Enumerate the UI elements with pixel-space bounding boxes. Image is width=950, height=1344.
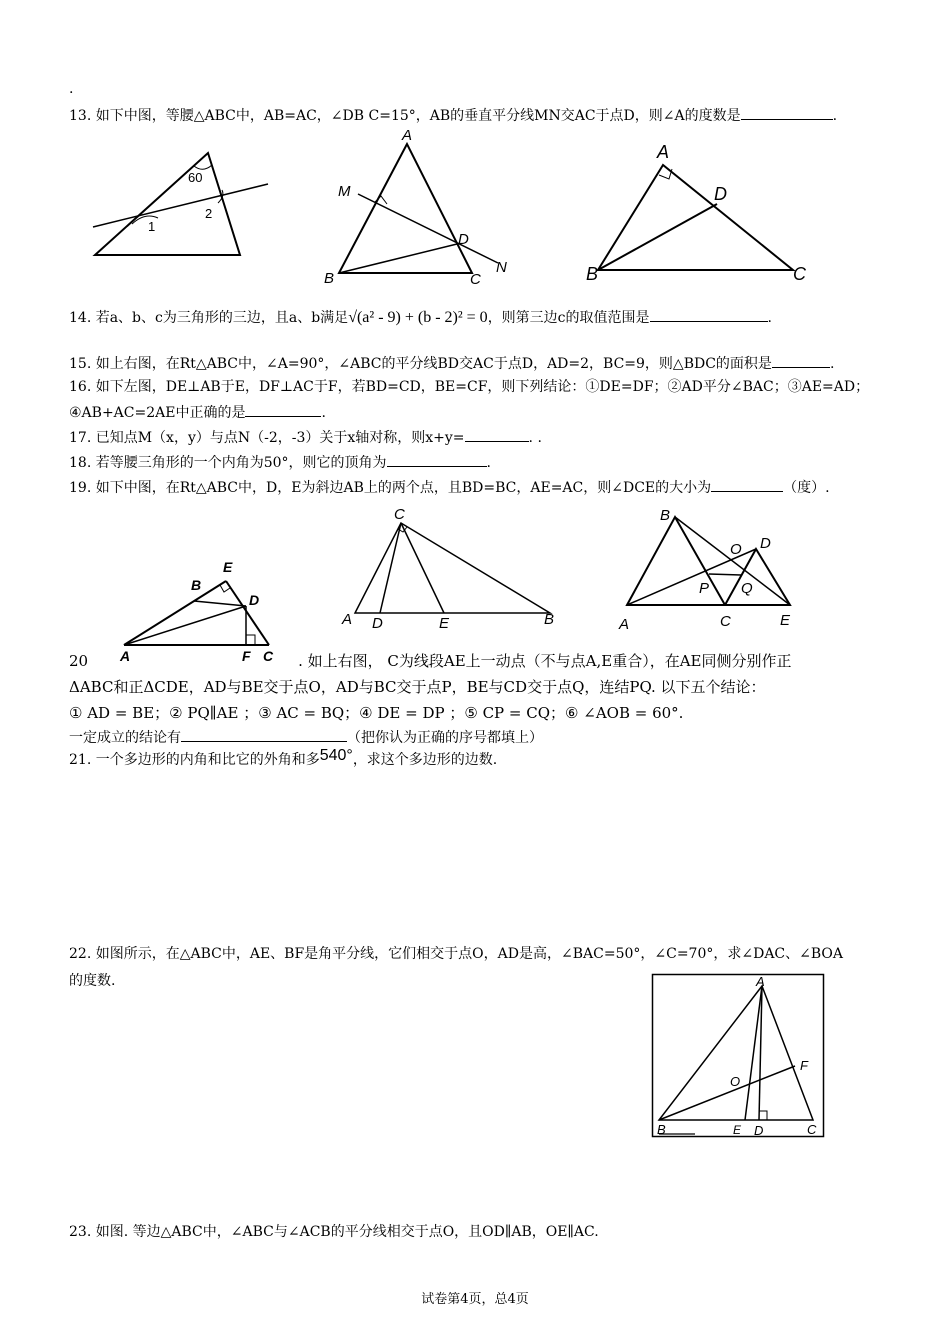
q19-answer-blank[interactable] [711,477,783,492]
fig7-label-O: O [730,1074,741,1089]
question-20-line3: ① AD = BE；② PQ∥AE ；③ AC = BQ；④ DE = DP ；⑤ CP = CQ；⑥ ∠AOB = 60°. [69,704,684,722]
fig6-label-E: E [780,612,791,629]
q21-value: 540° [319,747,353,764]
figure-equilateral-triangles [615,505,805,633]
q17-text: 17. 已知点M（x，y）与点N（-2，-3）关于x轴对称，则x+y= [69,430,465,446]
q15-answer-blank[interactable] [772,353,830,368]
q19-text: 19. 如下中图，在Rt△ABC中，D，E为斜边AB上的两个点，且BD=BC，AE=AC，则∠DCE的大小为 [69,480,712,496]
q19-end: （度）. [783,480,830,496]
question-23: 23. 如图. 等边△ABC中，∠ABC与∠ACB的平分线相交于点O，且OD∥AB，OE∥AC. [69,1224,599,1240]
fig5-label-C: C [394,506,405,523]
fig4-label-A: A [120,648,131,664]
q18-text: 18. 若等腰三角形的一个内角为50°，则它的顶角为 [69,455,387,471]
fig2-label-C: C [470,271,481,288]
question-18 [69,452,491,472]
question-22-line2: 的度数. [69,973,116,989]
q20-line1-text: . 如上右图， C为线段AE上一动点（不与点A,E重合），在AE同侧分别作正 [298,652,792,670]
q14-answer-blank[interactable] [650,307,768,322]
question-13 [69,105,837,125]
fig6-label-C: C [720,613,731,630]
fig7-label-A: A [756,974,765,989]
q20-line4-pre: 一定成立的结论有 [69,730,181,746]
fig4-label-B: B [191,577,202,593]
fig3-label-A: A [657,142,670,162]
fig2-label-M: M [338,183,351,200]
q16-answer-blank[interactable] [245,402,321,417]
fig7-label-F: F [800,1058,808,1073]
q13-text: 13. 如下中图，等腰△ABC中，AB=AC，∠DB C=15°，AB的垂直平分线MN交AC于点D，则∠A的度数是 [69,108,741,124]
fig2-label-D: D [458,231,469,248]
q16-end: . [321,405,326,421]
fig4-label-C: C [263,648,274,664]
fig6-label-A: A [619,616,630,633]
q21-pre: 21. 一个多边形的内角和比它的外角和多 [69,752,320,768]
fig1-angle-60: 60 [188,170,203,185]
q15-end: . [829,356,835,372]
question-16-line2 [69,402,326,422]
figure-bisectors-altitude [650,972,828,1142]
question-16-line1: 16. 如下左图，DE⊥AB于E，DF⊥AC于F，若BD=CD，BE=CF，则下列结论：①DE=DF；②AD平分∠BAC；③AE=AD； [69,379,870,395]
question-20-line2: ΔABC和正ΔCDE，AD与BE交于点O，AD与BC交于点P，BE与CD交于点Q，连结PQ. 以下五个结论： [69,678,766,696]
figure-angles-1-2 [90,148,275,263]
fig1-angle-1: 1 [148,219,156,234]
q20-line4-post: （把你认为正确的序号都填上） [347,730,543,746]
q14-post: ，则第三边c的取值范围是 [487,310,650,326]
q20-answer-blank[interactable] [181,727,347,742]
question-20-line4 [69,727,543,747]
figure-dce-angle [340,505,565,633]
figure-perpendiculars-de-df [112,555,287,667]
figure-perpendicular-bisector [320,128,520,288]
question-22-line1: 22. 如图所示，在△ABC中，AE、BF是角平分线，它们相交于点O，AD是高，∠BAC=50°，∠C=70°，求∠DAC、∠BOA [69,946,844,962]
q17-answer-blank[interactable] [465,427,529,442]
fig6-label-O: O [730,541,742,558]
question-21 [69,747,498,770]
q18-end: . [486,455,491,471]
fig5-label-B: B [544,611,555,628]
fig7-label-C: C [807,1122,817,1137]
fig5-label-E: E [439,615,450,632]
question-15 [69,353,834,373]
fig2-label-N: N [496,259,507,276]
fig5-label-D: D [372,615,383,632]
fig6-label-P: P [699,580,710,597]
question-17 [69,427,542,447]
fig7-label-B: B [657,1122,666,1137]
fig7-label-E: E [733,1123,742,1137]
fig4-label-F: F [242,648,251,664]
fig6-label-B: B [660,507,671,524]
q16-line2-text: ④AB+AC=2AE中正确的是 [69,405,246,421]
fig5-label-A: A [342,611,353,628]
fig6-label-Q: Q [741,580,753,597]
q13-end: . [832,108,838,124]
q18-answer-blank[interactable] [387,452,487,467]
fig3-label-D: D [714,184,727,204]
fig3-label-C: C [793,264,806,284]
fig4-label-D: D [249,592,260,608]
fig6-label-D: D [760,535,771,552]
q15-text: 15. 如上右图，在Rt△ABC中，∠A=90°，∠ABC的平分线BD交AC于点D，AD=2，BC=9，则△BDC的面积是 [69,356,772,372]
q17-end: . . [528,430,542,446]
stray-dot: . [69,81,74,97]
fig2-label-A: A [402,128,413,144]
page-footer: 试卷第4页，总4页 [421,1292,529,1307]
fig3-label-B: B [586,264,599,284]
fig7-label-D: D [754,1123,764,1138]
question-19 [69,477,830,497]
question-20-line1 [69,652,792,670]
q20-number: 20 [69,652,89,670]
figure-right-triangle-bisector [583,138,813,288]
q14-pre: 14. 若a、b、c为三角形的三边，且a、b满足 [69,310,349,326]
q14-end: . [767,310,772,326]
fig2-label-B: B [324,270,335,287]
q13-answer-blank[interactable] [741,105,833,120]
fig1-angle-2: 2 [205,206,213,221]
q21-post: ，求这个多边形的边数. [352,752,498,768]
q14-formula: √(a² - 9) + (b - 2)² = 0 [348,309,488,326]
fig4-label-E: E [223,559,233,575]
question-14 [69,306,772,330]
